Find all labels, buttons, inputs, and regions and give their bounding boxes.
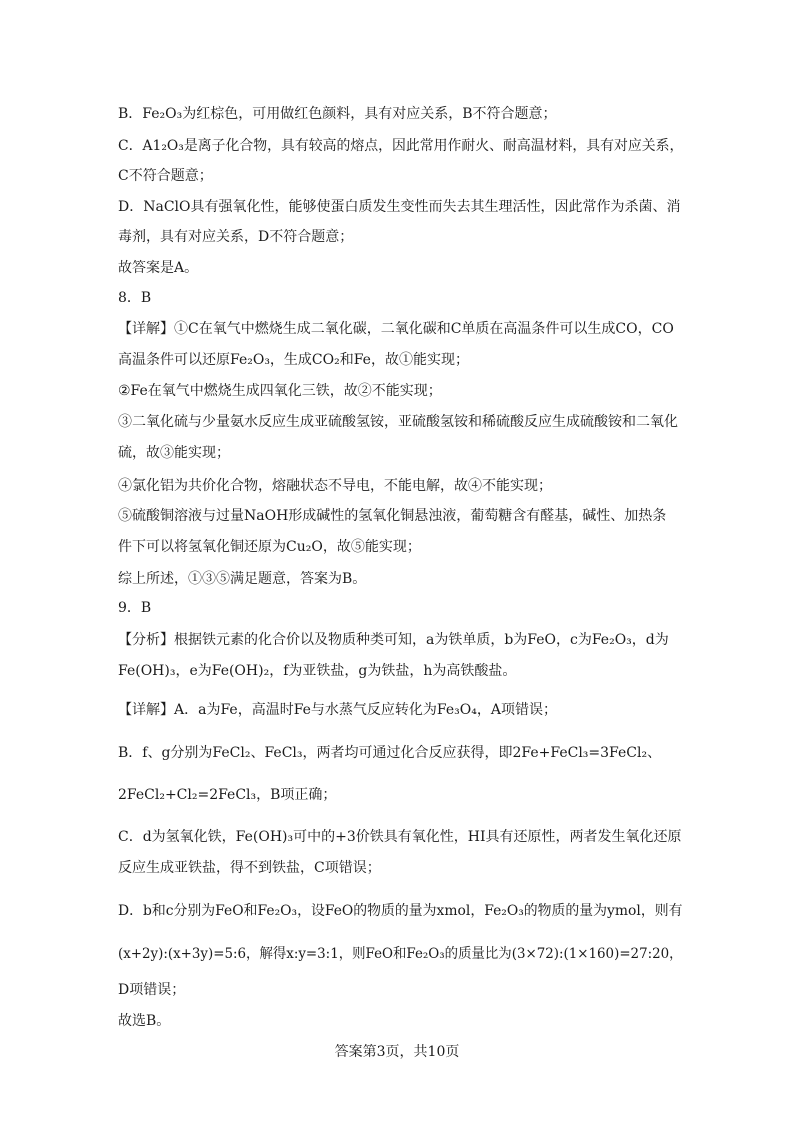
equation-line: (x+2y):(x+3y)=5:6，解得x:y=3:1，则FeO和Fe₂O₃的质量比为(3×72):(1×160)=27:20， <box>118 946 683 962</box>
answer-line: 毒剂，具有对应关系，D不符合题意； <box>118 229 354 245</box>
answer-line: D．NaClO具有强氧化性，能够使蛋白质发生变性而失去其生理活性，因此常作为杀菌、消 <box>118 199 681 215</box>
answer-line: 【详解】A．a为Fe，高温时Fe与水蒸气反应转化为Fe₃O₄，A项错误； <box>118 702 557 718</box>
answer-line: ③二氧化硫与少量氨水反应生成亚硫酸氢铵，亚硫酸氢铵和稀硫酸反应生成硫酸铵和二氧化 <box>118 414 678 430</box>
answer-line: B．f、g分别为FeCl₂、FeCl₃，两者均可通过化合反应获得，即2Fe+FeCl₃=3FeCl₂、 <box>118 745 662 761</box>
equation-line: 2FeCl₂+Cl₂=2FeCl₃，B项正确； <box>118 787 337 803</box>
question-number: 8．B <box>118 290 152 306</box>
answer-line: D．b和c分别为FeO和Fe₂O₃，设FeO的物质的量为xmol，Fe₂O₃的物质的量为ymol，则有 <box>118 903 683 919</box>
answer-line: 故选B。 <box>118 1013 171 1029</box>
answer-line: B．Fe₂O₃为红棕色，可用做红色颜料，具有对应关系，B不符合题意； <box>118 106 557 122</box>
answer-line: D项错误； <box>118 982 186 998</box>
answer-line: 高温条件可以还原Fe₂O₃，生成CO₂和Fe，故①能实现； <box>118 352 469 368</box>
answer-line: 综上所述，①③⑤满足题意，答案为B。 <box>118 571 367 587</box>
answer-line: ②Fe在氧气中燃烧生成四氧化三铁，故②不能实现； <box>118 383 442 399</box>
answer-line: C．A1₂O₃是离子化合物，具有较高的熔点，因此常用作耐火、耐高温材料，具有对应关系， <box>118 138 684 154</box>
answer-line: 件下可以将氢氧化铜还原为Cu₂O，故⑤能实现； <box>118 539 421 555</box>
question-number: 9．B <box>118 600 152 616</box>
answer-line: ④氯化铝为共价化合物，熔融状态不导电，不能电解，故④不能实现； <box>118 478 552 494</box>
answer-line: 故答案是A。 <box>118 260 199 276</box>
answer-line: ⑤硫酸铜溶液与过量NaOH形成碱性的氢氧化铜悬浊液，葡萄糖含有醛基，碱性、加热条 <box>118 508 667 524</box>
answer-line: 【分析】根据铁元素的化合价以及物质种类可知，a为铁单质，b为FeO，c为Fe₂O₃，d为 <box>118 632 669 648</box>
answer-line: C．d为氢氧化铁，Fe(OH)₃可中的+3价铁具有氧化性，HI具有还原性，两者发生氧化还原 <box>118 829 682 845</box>
answer-line: 反应生成亚铁盐，得不到铁盐，C项错误； <box>118 860 381 876</box>
answer-line: C不符合题意； <box>118 168 213 184</box>
page-footer: 答案第3页，共10页 <box>334 1044 460 1060</box>
answer-line: Fe(OH)₃，e为Fe(OH)₂，f为亚铁盐，g为铁盐，h为高铁酸盐。 <box>118 663 517 679</box>
answer-line: 【详解】①C在氧气中燃烧生成二氧化碳，二氧化碳和C单质在高温条件可以生成CO，CO <box>118 321 674 337</box>
answer-line: 硫，故③能实现； <box>118 445 230 461</box>
